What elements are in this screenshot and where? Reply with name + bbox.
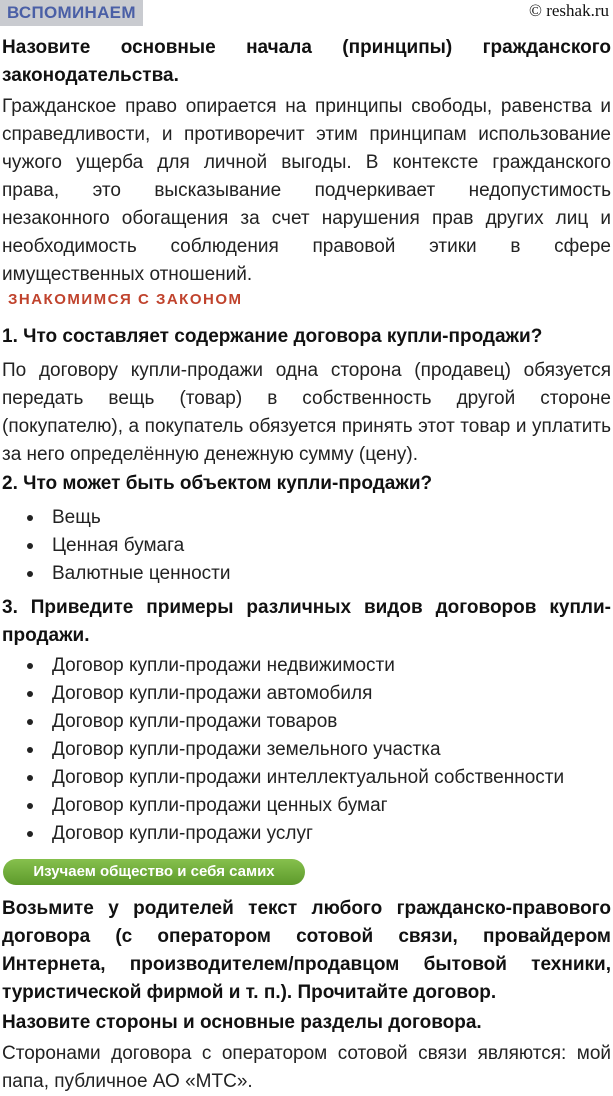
list-item: Вещь	[0, 504, 230, 532]
bullet-icon	[27, 571, 33, 577]
study-heading: Изучаем общество и себя самих	[3, 859, 305, 885]
list-item: Договор купли-продажи интеллектуальной собственности	[0, 764, 564, 792]
recall-question: Назовите основные начала (принципы) гражданского законодательства.	[2, 37, 611, 86]
bullet-icon	[27, 515, 33, 521]
study-answer: Сторонами договора с оператором сотовой связи являются: мой папа, публичное АО «МТС».	[2, 1043, 611, 1092]
list-item: Ценная бумага	[0, 532, 230, 560]
list-item: Договор купли-продажи земельного участка	[0, 736, 564, 764]
question-2: 2. Что может быть объектом купли-продажи?	[2, 473, 433, 494]
bullet-icon	[27, 719, 33, 725]
answer-1: По договору купли-продажи одна сторона (продавец) обязуется передать вещь (товар) в собственность другой стороне (покупателю), а покупатель обязуется принять этот товар и уплатить за него определённую денежную сумму (цену).	[2, 360, 611, 465]
recall-answer: Гражданское право опирается на принципы свободы, равенства и справедливости, и противоречит этим принципам использование чужого ущерба для личной выгоды. В контексте гражданского права, это высказывание подчеркивает недопустимость незаконного обогащения за счет нарушения прав других лиц и необходимость соблюдения правовой этики в сфере имущественных отношений.	[2, 96, 611, 285]
list-item: Договор купли-продажи услуг	[0, 820, 564, 848]
list-item: Договор купли-продажи недвижимости	[0, 652, 564, 680]
list-item: Договор купли-продажи ценных бумаг	[0, 792, 564, 820]
bullet-icon	[27, 803, 33, 809]
bullet-icon	[27, 747, 33, 753]
question-3: 3. Приведите примеры различных видов договоров купли-продажи.	[2, 597, 611, 646]
law-heading: ЗНАКОМИМСЯ С ЗАКОНОМ	[8, 291, 243, 308]
contracts-list	[0, 652, 564, 848]
study-task: Возьмите у родителей текст любого гражданско-правового договора (с оператором сотовой связи, провайдером Интернета, производителем/продавцом бытовой техники, туристической фирмой и т. п.). Прочитайте договор.	[2, 898, 611, 1003]
list-item: Договор купли-продажи автомобиля	[0, 680, 564, 708]
bullet-icon	[27, 831, 33, 837]
bullet-icon	[27, 691, 33, 697]
objects-list	[0, 504, 230, 588]
bullet-icon	[27, 775, 33, 781]
bullet-icon	[27, 663, 33, 669]
recall-badge: ВСПОМИНАЕМ	[0, 0, 143, 26]
bullet-icon	[27, 543, 33, 549]
list-item: Валютные ценности	[0, 560, 230, 588]
question-1: 1. Что составляет содержание договора купли-продажи?	[2, 326, 543, 347]
study-task-2: Назовите стороны и основные разделы договора.	[2, 1012, 482, 1033]
copyright-text: © reshak.ru	[529, 1, 609, 20]
list-item: Договор купли-продажи товаров	[0, 708, 564, 736]
